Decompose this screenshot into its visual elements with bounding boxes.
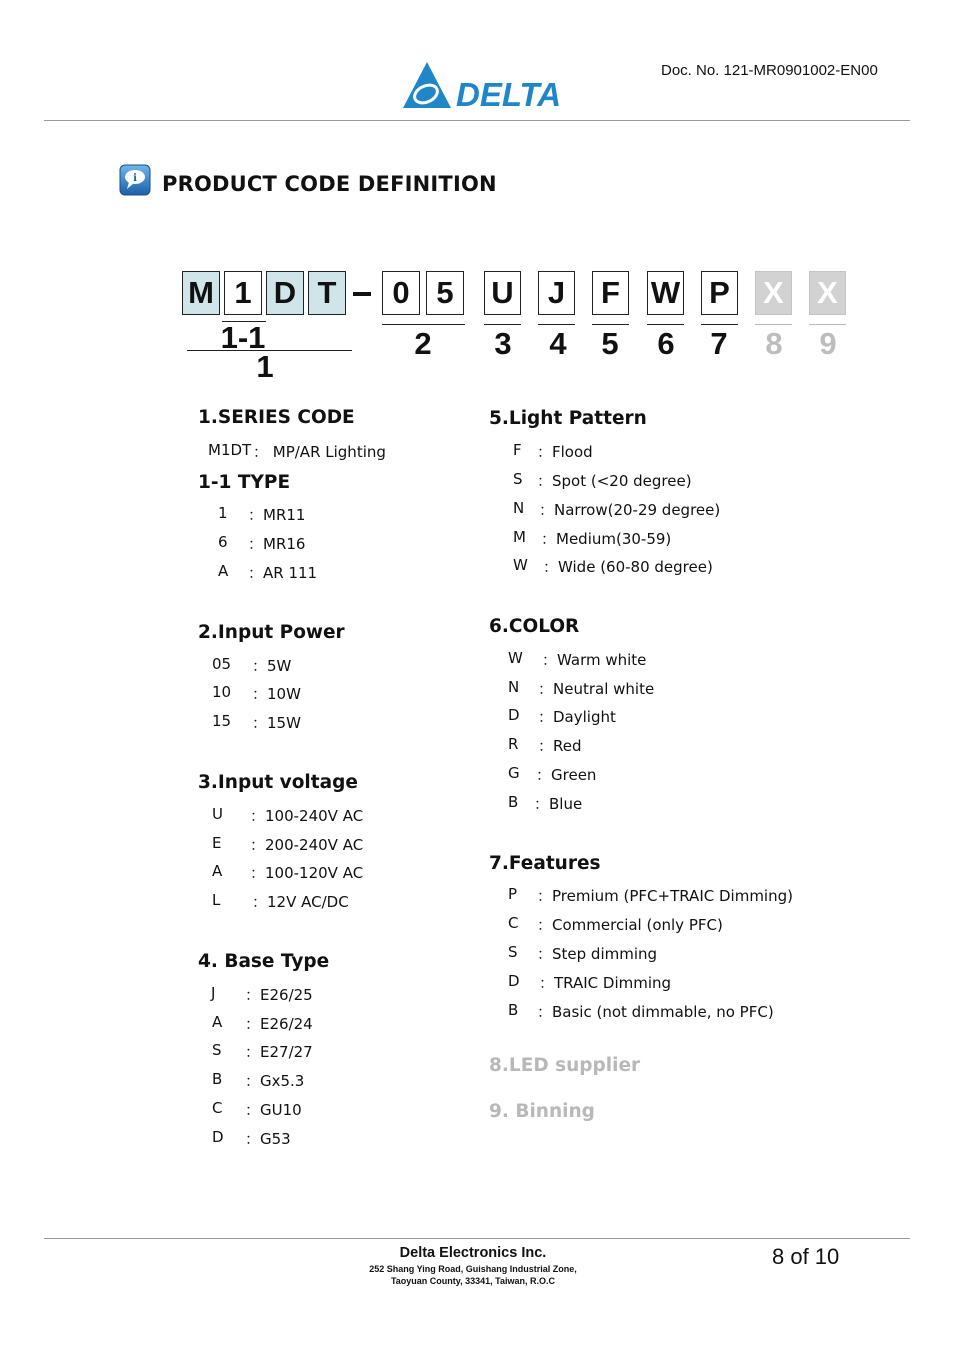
code-value: ：Premium (PFC+TRAIC Dimming) xyxy=(537,887,793,905)
code-value: ：E27/27 xyxy=(245,1043,313,1061)
code-box-p: P xyxy=(701,271,738,315)
code-value: ：GU10 xyxy=(245,1101,302,1119)
code-box-t: T xyxy=(308,271,346,315)
code-key: W xyxy=(508,649,523,667)
code-value: ：Green xyxy=(536,766,597,784)
code-box-u: U xyxy=(484,271,521,315)
code-value: ：Red xyxy=(538,737,582,755)
position-label-2: 2 xyxy=(414,326,432,361)
code-key: A xyxy=(212,862,223,880)
code-box-1: 1 xyxy=(224,271,262,315)
code-key: U xyxy=(212,805,223,823)
code-value: ：Warm white xyxy=(542,651,647,669)
underline-9 xyxy=(809,324,846,325)
svg-text:i: i xyxy=(133,173,137,184)
code-value: ：Spot (<20 degree) xyxy=(537,472,692,490)
base-type-heading: 4. Base Type xyxy=(198,951,330,972)
code-key: N xyxy=(513,499,525,517)
code-box-m: M xyxy=(182,271,220,315)
code-key: 15 xyxy=(212,712,232,730)
code-value: ： MP/AR Lighting xyxy=(253,443,386,461)
code-box-f: F xyxy=(592,271,629,315)
underline-4 xyxy=(538,324,575,325)
code-value: ：TRAIC Dimming xyxy=(539,974,672,992)
code-value: ：Basic (not dimmable, no PFC) xyxy=(537,1003,774,1021)
code-key: A xyxy=(212,1013,223,1031)
footer-address-line-1: 252 Shang Ying Road, Guishang Industrial Zone, xyxy=(369,1264,577,1274)
code-box-x-8: X xyxy=(755,271,792,315)
code-value: ：Narrow(20-29 degree) xyxy=(539,501,721,519)
code-value: ：G53 xyxy=(245,1130,291,1148)
code-box-w: W xyxy=(647,271,684,315)
color-heading: 6.COLOR xyxy=(489,616,580,637)
binning-heading: 9. Binning xyxy=(489,1101,595,1122)
code-key: 6 xyxy=(218,533,228,551)
series-code-heading: 1.SERIES CODE xyxy=(198,407,355,428)
led-supplier-heading: 8.LED supplier xyxy=(489,1055,641,1076)
code-key: R xyxy=(508,735,519,753)
delta-logo xyxy=(403,60,562,113)
doc-number: Doc. No. 121-MR0901002-EN00 xyxy=(661,62,878,79)
code-key: M xyxy=(513,528,526,546)
code-key: P xyxy=(508,885,518,903)
code-value: ：200-240V AC xyxy=(250,836,364,854)
code-value: ：MR11 xyxy=(248,506,306,524)
underline-7 xyxy=(701,324,738,325)
code-value: ：Medium(30-59) xyxy=(541,530,672,548)
code-value: ：Daylight xyxy=(538,708,616,726)
code-value: ：5W xyxy=(252,657,292,675)
code-key: M1DT xyxy=(208,441,252,459)
underline-6 xyxy=(647,324,684,325)
position-label-1: 1 xyxy=(256,349,274,384)
code-box-x-9: X xyxy=(809,271,846,315)
code-value: ：E26/25 xyxy=(245,986,313,1004)
info-bubble-icon xyxy=(119,164,151,196)
code-value: ：E26/24 xyxy=(245,1015,313,1033)
input-power-heading: 2.Input Power xyxy=(198,622,345,643)
type-heading: 1-1 TYPE xyxy=(198,472,291,493)
underline-8 xyxy=(755,324,792,325)
code-key: 1 xyxy=(218,504,228,522)
code-box-j: J xyxy=(538,271,575,315)
light-pattern-heading: 5.Light Pattern xyxy=(489,408,647,429)
code-value: ：MR16 xyxy=(248,535,306,553)
code-box-d: D xyxy=(266,271,304,315)
code-key: S xyxy=(508,943,518,961)
code-key: B xyxy=(508,793,519,811)
code-value: ：15W xyxy=(252,714,301,732)
header-divider xyxy=(44,120,910,121)
code-value: ：10W xyxy=(252,685,301,703)
footer-company: Delta Electronics Inc. xyxy=(399,1245,547,1261)
code-key: D xyxy=(508,972,520,990)
code-key: B xyxy=(508,1001,519,1019)
page-title: PRODUCT CODE DEFINITION xyxy=(162,172,497,196)
position-label-4: 4 xyxy=(549,326,567,361)
code-key: D xyxy=(212,1128,224,1146)
underline-3 xyxy=(484,324,521,325)
code-value: ：100-120V AC xyxy=(250,864,364,882)
footer-address-line-2: Taoyuan County, 33341, Taiwan, R.O.C xyxy=(390,1276,556,1286)
position-label-1-1: 1-1 xyxy=(220,320,266,355)
code-key: D xyxy=(508,706,520,724)
code-key: 05 xyxy=(212,655,232,673)
code-key: S xyxy=(212,1041,222,1059)
features-heading: 7.Features xyxy=(489,853,601,874)
footer-divider xyxy=(44,1238,910,1239)
logo-text: DELTA xyxy=(456,76,562,113)
code-key: C xyxy=(508,914,519,932)
code-key: W xyxy=(513,556,528,574)
code-key: F xyxy=(513,441,522,459)
code-key: E xyxy=(212,834,222,852)
code-dash xyxy=(353,292,371,296)
code-key: C xyxy=(212,1099,223,1117)
code-key: J xyxy=(211,984,216,1002)
page-number: 8 of 10 xyxy=(772,1244,840,1269)
code-key: L xyxy=(212,891,221,909)
position-label-8: 8 xyxy=(765,326,783,361)
code-key: N xyxy=(508,678,520,696)
input-voltage-heading: 3.Input voltage xyxy=(198,772,358,793)
code-key: B xyxy=(212,1070,223,1088)
code-value: ：Step dimming xyxy=(537,945,658,963)
code-value: ：100-240V AC xyxy=(250,807,364,825)
code-key: 10 xyxy=(212,683,232,701)
code-key: A xyxy=(218,562,229,580)
code-value: ：Neutral white xyxy=(538,680,655,698)
code-value: ：AR 111 xyxy=(248,564,318,582)
code-key: S xyxy=(513,470,523,488)
code-box-5: 5 xyxy=(426,271,464,315)
code-value: ：Wide (60-80 degree) xyxy=(543,558,713,576)
code-value: ：Gx5.3 xyxy=(245,1072,305,1090)
code-value: ：Blue xyxy=(534,795,583,813)
position-label-6: 6 xyxy=(657,326,675,361)
code-value: ：Commercial (only PFC) xyxy=(537,916,723,934)
underline-2 xyxy=(382,324,465,325)
underline-5 xyxy=(592,324,629,325)
code-value: ：12V AC/DC xyxy=(252,893,349,911)
code-key: G xyxy=(508,764,520,782)
position-label-5: 5 xyxy=(601,326,619,361)
code-value: ：Flood xyxy=(537,443,593,461)
position-label-3: 3 xyxy=(494,326,512,361)
position-label-7: 7 xyxy=(710,326,728,361)
code-box-0: 0 xyxy=(382,271,420,315)
position-label-9: 9 xyxy=(819,326,837,361)
